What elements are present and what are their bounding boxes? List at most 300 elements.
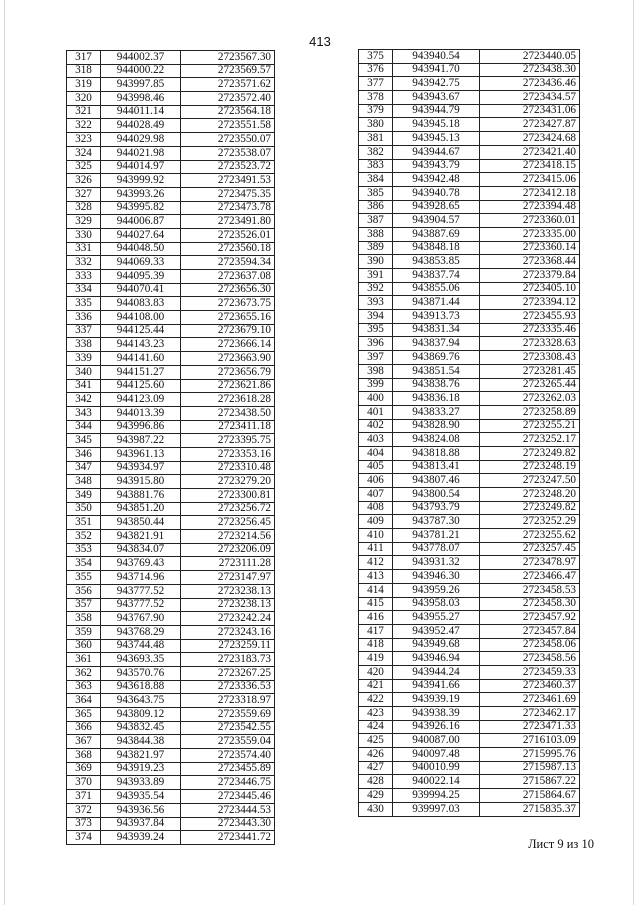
table-row (67, 749, 275, 763)
table-row (359, 679, 580, 693)
table-row (359, 364, 580, 378)
point-number-cell: 325 (67, 160, 101, 174)
y-coordinate-cell: 2723259.11 (181, 639, 275, 653)
x-coordinate-cell: 943837.74 (393, 269, 480, 283)
table-row (67, 283, 275, 297)
x-coordinate-cell: 943821.91 (101, 530, 181, 544)
table-row (359, 556, 580, 570)
y-coordinate-cell: 2723214.56 (181, 530, 275, 544)
x-coordinate-cell: 943949.68 (393, 638, 480, 652)
table-row (67, 105, 275, 119)
point-number-cell: 350 (67, 502, 101, 516)
y-coordinate-cell: 2723238.13 (181, 598, 275, 612)
point-number-cell: 321 (67, 105, 101, 119)
table-row (359, 118, 580, 132)
y-coordinate-cell: 2723405.10 (480, 282, 580, 296)
table-row (67, 776, 275, 790)
point-number-cell: 423 (359, 707, 393, 721)
point-number-cell: 421 (359, 679, 393, 693)
point-number-cell: 372 (67, 803, 101, 817)
y-coordinate-cell: 2723438.50 (181, 406, 275, 420)
x-coordinate-cell: 943944.24 (393, 665, 480, 679)
x-coordinate-cell: 944143.23 (101, 338, 181, 352)
point-number-cell: 377 (359, 77, 393, 91)
x-coordinate-cell: 943851.54 (393, 364, 480, 378)
y-coordinate-cell: 2723360.14 (480, 241, 580, 255)
x-coordinate-cell: 943834.07 (101, 543, 181, 557)
x-coordinate-cell: 943958.03 (393, 597, 480, 611)
point-number-cell: 359 (67, 625, 101, 639)
table-row (67, 201, 275, 215)
point-number-cell: 346 (67, 447, 101, 461)
page-number: 413 (309, 34, 331, 49)
y-coordinate-cell: 2723147.97 (181, 571, 275, 585)
table-row (359, 611, 580, 625)
point-number-cell: 366 (67, 721, 101, 735)
x-coordinate-cell: 943833.27 (393, 405, 480, 419)
point-number-cell: 344 (67, 420, 101, 434)
table-row (67, 215, 275, 229)
x-coordinate-cell: 943941.70 (393, 63, 480, 77)
y-coordinate-cell: 2723457.92 (480, 611, 580, 625)
y-coordinate-cell: 2723526.01 (181, 228, 275, 242)
y-coordinate-cell: 2723656.30 (181, 283, 275, 297)
y-coordinate-cell: 2723379.84 (480, 269, 580, 283)
point-number-cell: 375 (359, 50, 393, 64)
y-coordinate-cell: 2723248.19 (480, 460, 580, 474)
x-coordinate-cell: 943999.92 (101, 174, 181, 188)
table-row (67, 735, 275, 749)
table-row (359, 214, 580, 228)
x-coordinate-cell: 944108.00 (101, 311, 181, 325)
coordinates-table-right (358, 49, 580, 817)
point-number-cell: 418 (359, 638, 393, 652)
y-coordinate-cell: 2723206.09 (181, 543, 275, 557)
table-row (359, 63, 580, 77)
x-coordinate-cell: 943933.89 (101, 776, 181, 790)
point-number-cell: 416 (359, 611, 393, 625)
point-number-cell: 334 (67, 283, 101, 297)
table-row (67, 174, 275, 188)
x-coordinate-cell: 943570.76 (101, 666, 181, 680)
y-coordinate-cell: 2723394.48 (480, 200, 580, 214)
y-coordinate-cell: 2723455.93 (480, 310, 580, 324)
point-number-cell: 429 (359, 789, 393, 803)
table-row (359, 173, 580, 187)
table-row (359, 529, 580, 543)
y-coordinate-cell: 2723238.13 (181, 584, 275, 598)
y-coordinate-cell: 2723111.28 (181, 557, 275, 571)
x-coordinate-cell: 943938.39 (393, 707, 480, 721)
x-coordinate-cell: 944123.09 (101, 393, 181, 407)
table-row (67, 78, 275, 92)
table-row (359, 542, 580, 556)
x-coordinate-cell: 943915.80 (101, 475, 181, 489)
table-row (359, 789, 580, 803)
table-row (359, 515, 580, 529)
x-coordinate-cell: 943767.90 (101, 612, 181, 626)
point-number-cell: 349 (67, 489, 101, 503)
y-coordinate-cell: 2723255.62 (480, 529, 580, 543)
point-number-cell: 348 (67, 475, 101, 489)
table-row (359, 269, 580, 283)
x-coordinate-cell: 943778.07 (393, 542, 480, 556)
x-coordinate-cell: 943787.30 (393, 515, 480, 529)
table-row (359, 761, 580, 775)
table-row (359, 227, 580, 241)
table-row (67, 187, 275, 201)
y-coordinate-cell: 2723559.04 (181, 735, 275, 749)
table-row (359, 597, 580, 611)
table-row (359, 323, 580, 337)
table-row (359, 378, 580, 392)
table-row (67, 612, 275, 626)
x-coordinate-cell: 943643.75 (101, 694, 181, 708)
table-row (359, 419, 580, 433)
point-number-cell: 336 (67, 311, 101, 325)
y-coordinate-cell: 2723335.00 (480, 227, 580, 241)
y-coordinate-cell: 2723360.01 (480, 214, 580, 228)
point-number-cell: 331 (67, 242, 101, 256)
x-coordinate-cell: 943800.54 (393, 488, 480, 502)
point-number-cell: 402 (359, 419, 393, 433)
x-coordinate-cell: 944028.49 (101, 119, 181, 133)
point-number-cell: 364 (67, 694, 101, 708)
y-coordinate-cell: 2723478.97 (480, 556, 580, 570)
x-coordinate-cell: 943836.18 (393, 392, 480, 406)
table-row (67, 352, 275, 366)
x-coordinate-cell: 943939.24 (101, 831, 181, 845)
table-row (359, 351, 580, 365)
table-row (359, 775, 580, 789)
table-row (67, 831, 275, 845)
table-row (67, 516, 275, 530)
x-coordinate-cell: 943821.97 (101, 749, 181, 763)
scan-edge-right (633, 0, 634, 905)
y-coordinate-cell: 2723679.10 (181, 324, 275, 338)
table-row (67, 311, 275, 325)
point-number-cell: 330 (67, 228, 101, 242)
y-coordinate-cell: 2723336.53 (181, 680, 275, 694)
table-row (359, 50, 580, 64)
table-row (67, 571, 275, 585)
table-row (67, 653, 275, 667)
y-coordinate-cell: 2723438.30 (480, 63, 580, 77)
y-coordinate-cell: 2723567.30 (181, 51, 275, 65)
y-coordinate-cell: 2723550.07 (181, 133, 275, 147)
point-number-cell: 383 (359, 159, 393, 173)
table-row (67, 324, 275, 338)
x-coordinate-cell: 943996.86 (101, 420, 181, 434)
point-number-cell: 368 (67, 749, 101, 763)
table-row (67, 270, 275, 284)
x-coordinate-cell: 943940.54 (393, 50, 480, 64)
y-coordinate-cell: 2723655.16 (181, 311, 275, 325)
x-coordinate-cell: 944095.39 (101, 270, 181, 284)
table-row (359, 77, 580, 91)
x-coordinate-cell: 943693.35 (101, 653, 181, 667)
point-number-cell: 370 (67, 776, 101, 790)
y-coordinate-cell: 2723444.53 (181, 803, 275, 817)
point-number-cell: 397 (359, 351, 393, 365)
point-number-cell: 357 (67, 598, 101, 612)
table-row (359, 405, 580, 419)
y-coordinate-cell: 2723310.48 (181, 461, 275, 475)
y-coordinate-cell: 2723256.72 (181, 502, 275, 516)
x-coordinate-cell: 944013.39 (101, 406, 181, 420)
point-number-cell: 390 (359, 255, 393, 269)
x-coordinate-cell: 943961.13 (101, 447, 181, 461)
x-coordinate-cell: 943941.66 (393, 679, 480, 693)
x-coordinate-cell: 943952.47 (393, 624, 480, 638)
table-row (67, 639, 275, 653)
point-number-cell: 386 (359, 200, 393, 214)
x-coordinate-cell: 944125.44 (101, 324, 181, 338)
x-coordinate-cell: 943935.54 (101, 790, 181, 804)
x-coordinate-cell: 943928.65 (393, 200, 480, 214)
x-coordinate-cell: 944029.98 (101, 133, 181, 147)
x-coordinate-cell: 944070.41 (101, 283, 181, 297)
point-number-cell: 347 (67, 461, 101, 475)
table-row (359, 652, 580, 666)
y-coordinate-cell: 2723458.56 (480, 652, 580, 666)
y-coordinate-cell: 2723281.45 (480, 364, 580, 378)
point-number-cell: 400 (359, 392, 393, 406)
y-coordinate-cell: 2723368.44 (480, 255, 580, 269)
table-row (359, 802, 580, 816)
table-row (359, 638, 580, 652)
x-coordinate-cell: 943926.16 (393, 720, 480, 734)
point-number-cell: 412 (359, 556, 393, 570)
table-row (359, 145, 580, 159)
point-number-cell: 341 (67, 379, 101, 393)
point-number-cell: 417 (359, 624, 393, 638)
y-coordinate-cell: 2723475.35 (181, 187, 275, 201)
point-number-cell: 404 (359, 446, 393, 460)
y-coordinate-cell: 2723418.15 (480, 159, 580, 173)
y-coordinate-cell: 2723560.18 (181, 242, 275, 256)
x-coordinate-cell: 943781.21 (393, 529, 480, 543)
x-coordinate-cell: 943934.97 (101, 461, 181, 475)
y-coordinate-cell: 2723460.37 (480, 679, 580, 693)
x-coordinate-cell: 944125.60 (101, 379, 181, 393)
x-coordinate-cell: 943832.45 (101, 721, 181, 735)
y-coordinate-cell: 2723318.97 (181, 694, 275, 708)
y-coordinate-cell: 2723248.20 (480, 488, 580, 502)
y-coordinate-cell: 2723427.87 (480, 118, 580, 132)
point-number-cell: 385 (359, 186, 393, 200)
point-number-cell: 337 (67, 324, 101, 338)
y-coordinate-cell: 2723459.33 (480, 665, 580, 679)
x-coordinate-cell: 944151.27 (101, 365, 181, 379)
y-coordinate-cell: 2723279.20 (181, 475, 275, 489)
table-row (359, 707, 580, 721)
table-row (67, 803, 275, 817)
y-coordinate-cell: 2723572.40 (181, 92, 275, 106)
x-coordinate-cell: 943946.94 (393, 652, 480, 666)
x-coordinate-cell: 944011.14 (101, 105, 181, 119)
table-row (67, 406, 275, 420)
x-coordinate-cell: 944000.22 (101, 64, 181, 78)
y-coordinate-cell: 2723621.86 (181, 379, 275, 393)
x-coordinate-cell: 943769.43 (101, 557, 181, 571)
table-row (67, 228, 275, 242)
x-coordinate-cell: 943945.18 (393, 118, 480, 132)
table-row (359, 200, 580, 214)
x-coordinate-cell: 940087.00 (393, 734, 480, 748)
x-coordinate-cell: 944021.98 (101, 146, 181, 160)
table-row (359, 392, 580, 406)
table-row (359, 488, 580, 502)
table-row (67, 790, 275, 804)
point-number-cell: 351 (67, 516, 101, 530)
y-coordinate-cell: 2723267.25 (181, 666, 275, 680)
x-coordinate-cell: 943744.48 (101, 639, 181, 653)
y-coordinate-cell: 2723673.75 (181, 297, 275, 311)
point-number-cell: 406 (359, 474, 393, 488)
table-row (359, 460, 580, 474)
y-coordinate-cell: 2723258.89 (480, 405, 580, 419)
y-coordinate-cell: 2723249.82 (480, 501, 580, 515)
y-coordinate-cell: 2723491.53 (181, 174, 275, 188)
y-coordinate-cell: 2723663.90 (181, 352, 275, 366)
table-row (67, 338, 275, 352)
y-coordinate-cell: 2723415.06 (480, 173, 580, 187)
y-coordinate-cell: 2715864.67 (480, 789, 580, 803)
y-coordinate-cell: 2723394.12 (480, 296, 580, 310)
y-coordinate-cell: 2723257.45 (480, 542, 580, 556)
point-number-cell: 371 (67, 790, 101, 804)
x-coordinate-cell: 943809.12 (101, 708, 181, 722)
y-coordinate-cell: 2716103.09 (480, 734, 580, 748)
y-coordinate-cell: 2723353.16 (181, 447, 275, 461)
x-coordinate-cell: 943777.52 (101, 598, 181, 612)
table-row (67, 133, 275, 147)
point-number-cell: 317 (67, 51, 101, 65)
point-number-cell: 382 (359, 145, 393, 159)
y-coordinate-cell: 2723466.47 (480, 570, 580, 584)
table-row (359, 282, 580, 296)
x-coordinate-cell: 943618.88 (101, 680, 181, 694)
point-number-cell: 354 (67, 557, 101, 571)
y-coordinate-cell: 2723308.43 (480, 351, 580, 365)
point-number-cell: 411 (359, 542, 393, 556)
point-number-cell: 355 (67, 571, 101, 585)
y-coordinate-cell: 2715995.76 (480, 748, 580, 762)
y-coordinate-cell: 2723441.72 (181, 831, 275, 845)
point-number-cell: 388 (359, 227, 393, 241)
y-coordinate-cell: 2723424.68 (480, 132, 580, 146)
point-number-cell: 322 (67, 119, 101, 133)
table-row (67, 543, 275, 557)
point-number-cell: 362 (67, 666, 101, 680)
point-number-cell: 340 (67, 365, 101, 379)
x-coordinate-cell: 943946.30 (393, 570, 480, 584)
table-row (359, 474, 580, 488)
table-row (359, 720, 580, 734)
x-coordinate-cell: 943768.29 (101, 625, 181, 639)
table-row (67, 721, 275, 735)
y-coordinate-cell: 2723473.78 (181, 201, 275, 215)
table-row (67, 92, 275, 106)
point-number-cell: 327 (67, 187, 101, 201)
y-coordinate-cell: 2723462.17 (480, 707, 580, 721)
point-number-cell: 398 (359, 364, 393, 378)
x-coordinate-cell: 943995.82 (101, 201, 181, 215)
table-row (67, 598, 275, 612)
x-coordinate-cell: 940010.99 (393, 761, 480, 775)
y-coordinate-cell: 2723458.30 (480, 597, 580, 611)
x-coordinate-cell: 943993.26 (101, 187, 181, 201)
point-number-cell: 425 (359, 734, 393, 748)
point-number-cell: 405 (359, 460, 393, 474)
table-row (67, 447, 275, 461)
x-coordinate-cell: 940097.48 (393, 748, 480, 762)
y-coordinate-cell: 2723335.46 (480, 323, 580, 337)
point-number-cell: 332 (67, 256, 101, 270)
table-row (67, 475, 275, 489)
x-coordinate-cell: 943807.46 (393, 474, 480, 488)
x-coordinate-cell: 943919.23 (101, 762, 181, 776)
table-row (359, 241, 580, 255)
point-number-cell: 378 (359, 91, 393, 105)
x-coordinate-cell: 944014.97 (101, 160, 181, 174)
point-number-cell: 329 (67, 215, 101, 229)
x-coordinate-cell: 943913.73 (393, 310, 480, 324)
x-coordinate-cell: 943871.44 (393, 296, 480, 310)
point-number-cell: 414 (359, 583, 393, 597)
point-number-cell: 419 (359, 652, 393, 666)
x-coordinate-cell: 943824.08 (393, 433, 480, 447)
y-coordinate-cell: 2723618.28 (181, 393, 275, 407)
y-coordinate-cell: 2723421.40 (480, 145, 580, 159)
table-row (359, 583, 580, 597)
y-coordinate-cell: 2723395.75 (181, 434, 275, 448)
point-number-cell: 376 (359, 63, 393, 77)
point-number-cell: 369 (67, 762, 101, 776)
point-number-cell: 318 (67, 64, 101, 78)
point-number-cell: 374 (67, 831, 101, 845)
y-coordinate-cell: 2715867.22 (480, 775, 580, 789)
x-coordinate-cell: 943942.75 (393, 77, 480, 91)
table-row (67, 708, 275, 722)
x-coordinate-cell: 939994.25 (393, 789, 480, 803)
table-row (359, 337, 580, 351)
x-coordinate-cell: 940022.14 (393, 775, 480, 789)
x-coordinate-cell: 943939.19 (393, 693, 480, 707)
table-row (359, 91, 580, 105)
x-coordinate-cell: 943869.76 (393, 351, 480, 365)
x-coordinate-cell: 943831.34 (393, 323, 480, 337)
point-number-cell: 365 (67, 708, 101, 722)
table-row (67, 379, 275, 393)
y-coordinate-cell: 2723431.06 (480, 104, 580, 118)
table-row (359, 255, 580, 269)
table-row (67, 434, 275, 448)
table-row (359, 310, 580, 324)
y-coordinate-cell: 2723411.18 (181, 420, 275, 434)
x-coordinate-cell: 943851.20 (101, 502, 181, 516)
point-number-cell: 408 (359, 501, 393, 515)
x-coordinate-cell: 944048.50 (101, 242, 181, 256)
point-number-cell: 360 (67, 639, 101, 653)
table-row (359, 748, 580, 762)
point-number-cell: 338 (67, 338, 101, 352)
x-coordinate-cell: 943997.85 (101, 78, 181, 92)
x-coordinate-cell: 943955.27 (393, 611, 480, 625)
point-number-cell: 396 (359, 337, 393, 351)
table-row (359, 624, 580, 638)
